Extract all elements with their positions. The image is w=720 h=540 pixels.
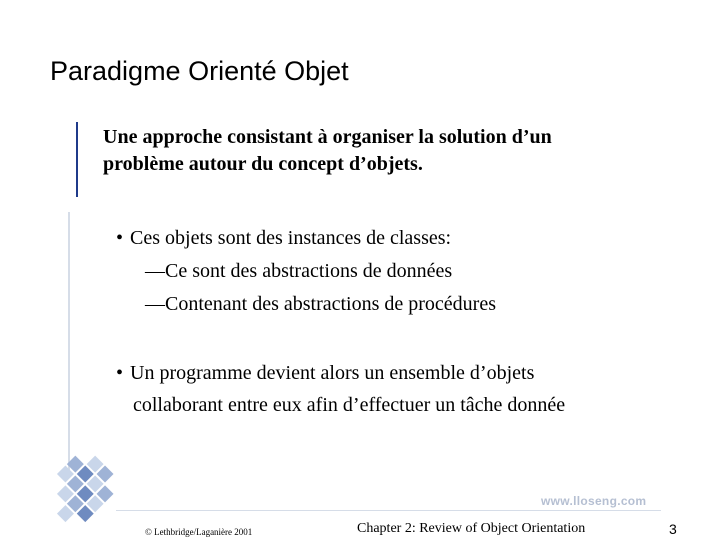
bullet-1-text: Ces objets sont des instances de classes: — [130, 227, 452, 249]
bullet-2-text-line-1: Un programme devient alors un ensemble d’objets — [130, 362, 535, 384]
footer-chapter: Chapter 2: Review of Object Orientation — [357, 521, 586, 536]
footer-copyright: © Lethbridge/Laganière 2001 — [145, 527, 253, 537]
page-number: 3 — [669, 521, 677, 537]
sub-bullet-2: —Contenant des abstractions de procédures — [145, 293, 497, 315]
bullet-2-text-line-2: collaborant entre eux afin d’effectuer un tâche donnée — [133, 394, 566, 416]
mosaic-logo-icon — [36, 446, 126, 536]
bullet-icon: • — [116, 227, 124, 249]
intro-line-1: Une approche consistant à organiser la solution d’un — [103, 126, 552, 148]
footer-website: www.lloseng.com — [541, 494, 647, 508]
intro-line-2: problème autour du concept d’objets. — [103, 153, 423, 175]
slide-title: Paradigme Orienté Objet — [50, 56, 349, 86]
footer-divider-line — [116, 510, 661, 511]
mosaic-tiles — [37, 446, 123, 532]
bullet-icon: • — [116, 362, 124, 384]
light-vertical-line — [68, 212, 70, 472]
sub-bullet-1: —Ce sont des abstractions de données — [145, 260, 453, 282]
accent-vertical-line — [76, 122, 78, 197]
bullet-item-1 — [116, 222, 451, 255]
bullet-item-2 — [116, 357, 534, 390]
intro-paragraph — [103, 124, 693, 178]
